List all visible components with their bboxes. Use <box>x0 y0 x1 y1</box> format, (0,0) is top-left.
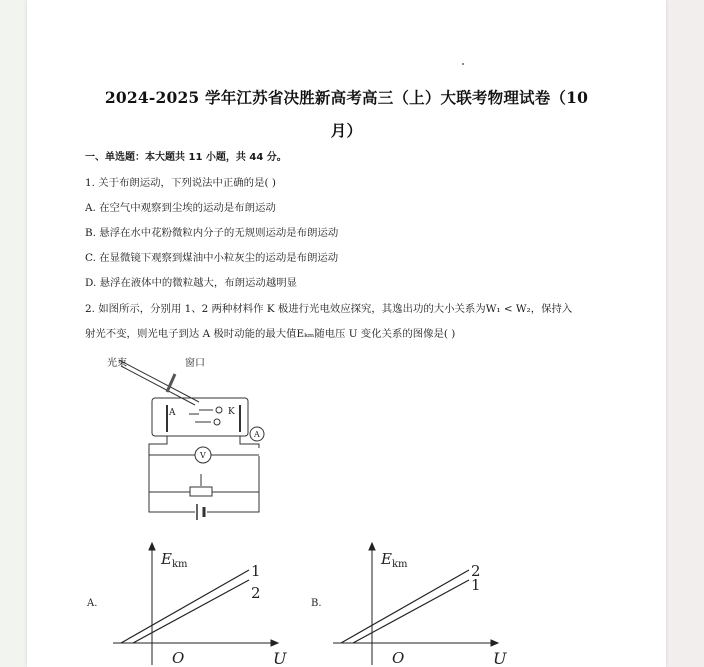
option-a-line-bottom-label: 2 <box>251 584 261 602</box>
option-a-graph <box>111 540 287 667</box>
option-a-y-arrow <box>149 543 155 550</box>
option-a-xlabel: U <box>273 649 287 667</box>
question-1-stem: 1. 关于布朗运动，下列说法中正确的是( ) <box>85 177 276 189</box>
option-a-x-arrow <box>271 640 278 646</box>
option-a-line-1 <box>121 570 249 643</box>
anode-label: A <box>169 408 176 418</box>
electron-2 <box>214 419 220 425</box>
option-b-graph <box>331 540 507 667</box>
ammeter-label: A <box>254 430 260 439</box>
cathode-label: K <box>228 407 235 417</box>
question-1-option-d: D. 悬浮在液体中的微粒越大，布朗运动越明显 <box>85 277 297 289</box>
option-a-origin: O <box>172 649 185 667</box>
stray-mark <box>462 63 464 65</box>
option-b-xlabel: U <box>493 649 507 667</box>
light-ray-2 <box>121 366 195 405</box>
battery-wire-right <box>207 492 259 512</box>
electron-1 <box>216 407 222 413</box>
option-b-line-top-label: 2 <box>471 562 481 580</box>
question-1-option-a: A. 在空气中观察到尘埃的运动是布朗运动 <box>85 202 276 214</box>
voltmeter-label: V <box>200 451 206 460</box>
option-b-line-bottom-label: 1 <box>471 576 481 594</box>
option-a-line-top-label: 1 <box>251 562 261 580</box>
option-a-label: A. <box>87 598 98 609</box>
option-b-line-1 <box>353 580 469 643</box>
question-2-stem-line1: 2. 如图所示，分别用 1、2 两种材料作 K 极进行光电效应探究，其逸出功的大小关系为W₁ < W₂，保持入 <box>85 303 573 315</box>
option-b-y-arrow <box>369 543 375 550</box>
option-a-ysub: km <box>172 559 188 570</box>
window-label: 窗口 <box>185 358 205 369</box>
document-page <box>27 0 666 667</box>
beam-label: 光束 <box>107 358 127 369</box>
rheostat <box>190 487 212 496</box>
option-b-x-arrow <box>491 640 498 646</box>
option-b-origin: O <box>392 649 405 667</box>
question-1-option-c: C. 在显微镜下观察到煤油中小粒灰尘的运动是布朗运动 <box>85 252 339 264</box>
option-a-ylabel: E <box>161 550 172 568</box>
option-b-label: B. <box>311 598 322 609</box>
option-b-ysub: km <box>392 559 408 570</box>
section-header: 一、单选题：本大题共 11 小题，共 44 分。 <box>85 152 287 163</box>
question-2-stem-line2: 射光不变，则光电子到达 A 极时动能的最大值Eₖₘ随电压 U 变化关系的图像是( ) <box>85 328 456 340</box>
option-a-line-2 <box>133 580 249 643</box>
page-title-line2: 月） <box>330 121 363 140</box>
option-b-ylabel: E <box>381 550 392 568</box>
question-1-option-b: B. 悬浮在水中花粉微粒内分子的无规则运动是布朗运动 <box>85 227 339 239</box>
page-title-line1: 2024-2025 学年江苏省决胜新高考高三（上）大联考物理试卷（10 <box>104 88 589 107</box>
photoelectric-circuit-diagram <box>87 352 287 527</box>
option-b-line-2 <box>341 570 469 643</box>
battery-wire-left <box>149 492 195 512</box>
